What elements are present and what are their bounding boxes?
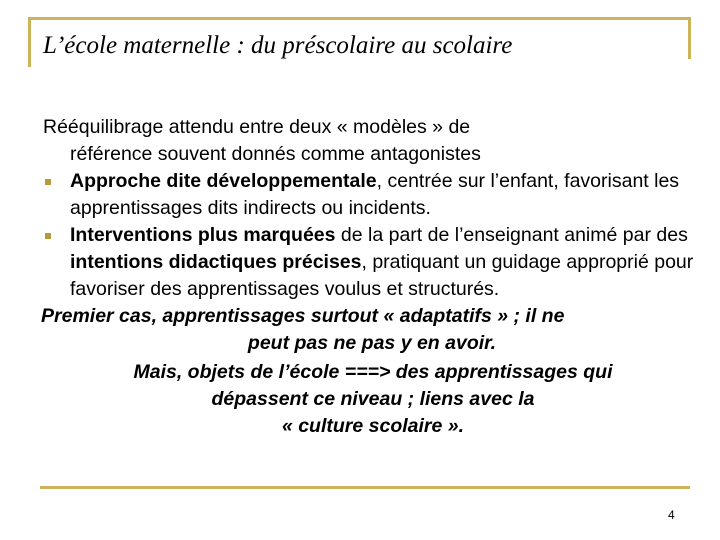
bottom-divider-line — [40, 486, 690, 489]
square-bullet-icon — [45, 179, 51, 185]
conclusion-2-line-3: « culture scolaire ». — [281, 415, 465, 437]
conclusion-paragraph-2 — [43, 359, 703, 440]
page-number: 4 — [668, 508, 675, 522]
conclusion-2-line-2: dépassent ce niveau ; liens avec la — [211, 388, 535, 410]
title-frame-right-line — [688, 17, 691, 59]
bullet-2-strong: Interventions plus marquées — [70, 224, 336, 246]
conclusion-1-line-2: peut pas ne pas y en avoir. — [247, 332, 497, 354]
conclusion-1-line-1: Premier cas, apprentissages surtout « adaptatifs » ; il ne — [41, 305, 565, 327]
intro-paragraph — [43, 114, 703, 168]
bullet-2-text-2: , pratiquant un guidage approprié pour favoriser des apprentissages voulus et structurés. — [70, 251, 694, 300]
slide-body — [43, 114, 703, 440]
bullet-1-text: , centrée sur l’enfant, favorisant les apprentissages dits indirects ou incidents. — [70, 170, 680, 219]
conclusion-2-line-1: Mais, objets de l’école ===> des apprentissages qui — [133, 361, 613, 383]
intro-line-1: Rééquilibrage attendu entre deux « modèles » de — [43, 116, 471, 138]
bullet-2-text-1: de la part de l’enseignant animé par des — [335, 224, 688, 246]
bullet-2-strong-2: intentions didactiques précises — [70, 251, 362, 273]
bullet-item-developmental — [43, 168, 703, 222]
slide-title: L’école maternelle : du préscolaire au scolaire — [43, 32, 513, 59]
conclusion-paragraph-1 — [41, 303, 703, 357]
bullet-item-interventions — [43, 222, 703, 303]
intro-line-2: référence souvent donnés comme antagonistes — [70, 143, 481, 165]
bullet-1-strong: Approche dite développementale — [70, 170, 377, 192]
title-frame-top-line — [28, 17, 691, 20]
title-frame-left-line — [28, 17, 31, 67]
square-bullet-icon — [45, 233, 51, 239]
